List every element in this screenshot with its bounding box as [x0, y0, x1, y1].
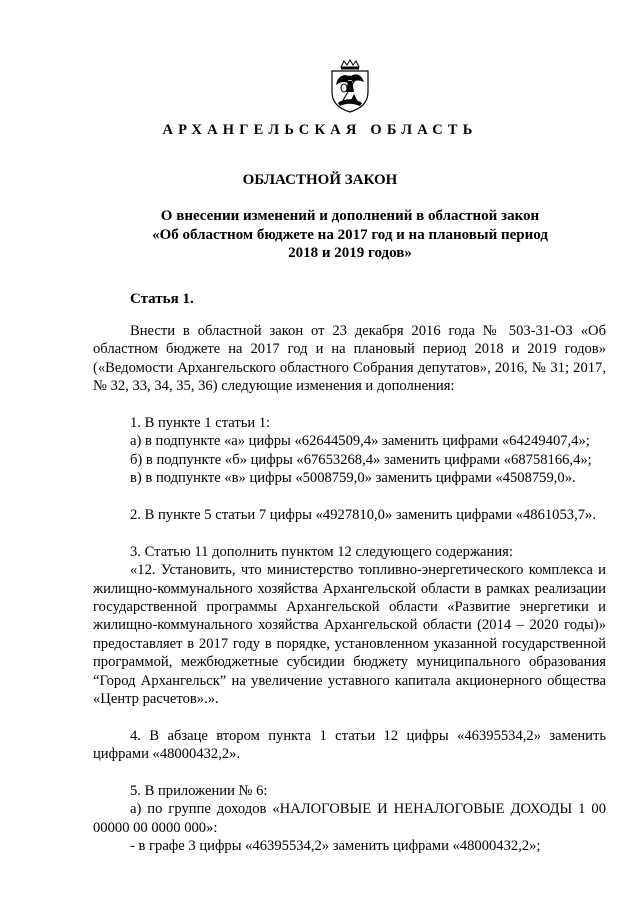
article-paragraph: «12. Установить, что министерство топливно-энергетического комплекса и жилищно-коммунального хозяйства Архангельской области в рамках реализации государственной программы Архангельской области «Развитие энергетики и жилищно-коммунального хозяйства Архангельской области (2014 – 2020 годы)» предоставляет в 2017 году в порядке, установленном указанной государственной программой, межбюджетные субсидии бюджету муниципального образования “Город Архангельск” на увеличение уставного капитала акционерного общества «Центр расчетов».». — [93, 562, 606, 708]
region-name: АРХАНГЕЛЬСКАЯ ОБЛАСТЬ — [162, 122, 478, 138]
article-paragraph: 1. В пункте 1 статьи 1: — [130, 415, 271, 432]
article-paragraph: б) в подпункте «б» цифры «67653268,4» заменить цифрами «68758166,4»; — [130, 451, 592, 468]
article-paragraph: а) в подпункте «а» цифры «62644509,4» заменить цифрами «64249407,4»; — [130, 433, 590, 450]
article-paragraph: а) по группе доходов «НАЛОГОВЫЕ И НЕНАЛОГОВЫЕ ДОХОДЫ 1 00 00000 00 0000 000»: — [93, 801, 606, 836]
law-title-line: 2018 и 2019 годов» — [288, 245, 412, 261]
article-paragraph: 4. В абзаце втором пункта 1 статьи 12 цифры «46395534,2» заменить цифрами «48000432,2». — [93, 727, 606, 763]
article-paragraph: Внести в областной закон от 23 декабря 2016 года № 503-31-ОЗ «Об областном бюджете на 2017 год и на плановый период 2018 и 2019 годов» («Ведомости Архангельского областного Собрания депутатов», 2016, № 31; 2017, № 32, 33, 34, 35, 36) следующие изменения и дополнения: — [93, 323, 606, 395]
law-title-line: «Об областном бюджете на 2017 год и на плановый период — [152, 226, 548, 243]
article-heading: Статья 1. — [130, 291, 194, 307]
article-paragraph: - в графе 3 цифры «46395534,2» заменить цифрами «48000432,2»; — [130, 838, 541, 855]
article-body — [93, 322, 606, 856]
article-paragraph: 3. Статью 11 дополнить пунктом 12 следующего содержания: — [130, 543, 513, 560]
article-paragraph: 5. В приложении № 6: — [130, 783, 268, 800]
coat-of-arms-emblem — [327, 58, 373, 114]
law-type-heading: ОБЛАСТНОЙ ЗАКОН — [242, 172, 398, 188]
article-paragraph: в) в подпункте «в» цифры «5008759,0» заменить цифрами «4508759,0». — [130, 470, 576, 487]
law-title-line: О внесении изменений и дополнений в областной закон — [160, 208, 540, 224]
law-title — [130, 207, 570, 263]
article-paragraph: 2. В пункте 5 статьи 7 цифры «4927810,0» заменить цифрами «4861053,7». — [130, 507, 596, 524]
